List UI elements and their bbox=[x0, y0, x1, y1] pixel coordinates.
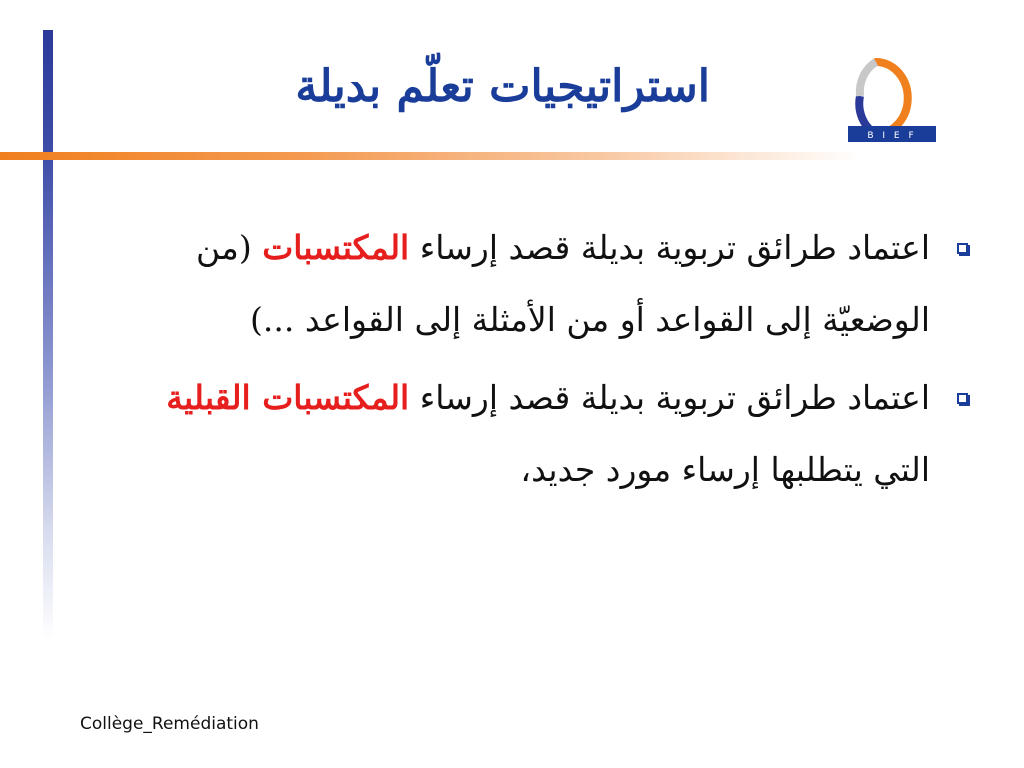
bullet-text: اعتماد طرائق تربوية بديلة قصد إرساء bbox=[409, 378, 930, 417]
highlight-text: المكتسبات bbox=[262, 228, 410, 267]
highlight-text: المكتسبات القبلية bbox=[166, 378, 410, 417]
logo-text: B I E F bbox=[867, 131, 917, 141]
square-bullet-icon bbox=[957, 243, 968, 254]
list-item bbox=[100, 212, 974, 356]
bullet-text: التي يتطلبها إرساء مورد جديد، bbox=[520, 450, 930, 489]
footer-text: Collège_Remédiation bbox=[80, 714, 259, 734]
slide-title: استراتيجيات تعلّم بديلة bbox=[295, 61, 710, 112]
bullet-text: اعتماد طرائق تربوية بديلة قصد إرساء bbox=[409, 228, 930, 267]
left-accent-bar bbox=[43, 30, 53, 640]
square-bullet-icon bbox=[957, 393, 968, 404]
title-underline-bar bbox=[0, 152, 860, 160]
bullet-list bbox=[100, 212, 974, 512]
bief-logo bbox=[846, 38, 938, 148]
bullet-text: (من الوضعيّة إلى القواعد أو من الأمثلة إلى القواعد ...) bbox=[196, 228, 930, 339]
list-item bbox=[100, 362, 974, 506]
